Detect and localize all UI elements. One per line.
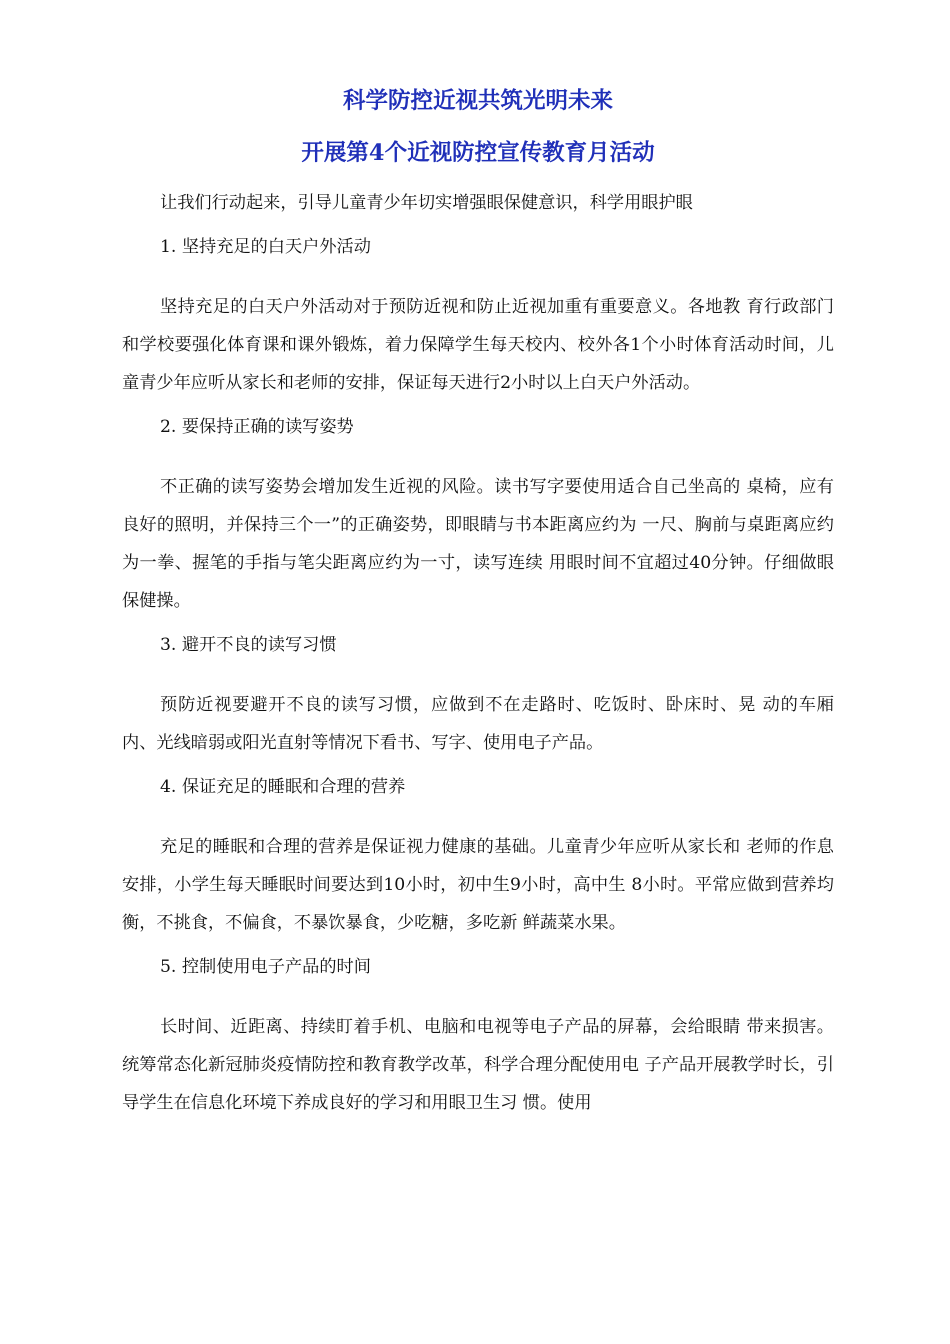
section-heading-2: 2. 要保持正确的读写姿势 xyxy=(160,417,354,437)
section-heading-1: 1. 坚持充足的白天户外活动 xyxy=(160,237,371,257)
section-heading-5: 5. 控制使用电子产品的时间 xyxy=(160,957,371,977)
document-content xyxy=(122,86,834,1128)
section-body-3: 预防近视要避开不良的读写习惯，应做到不在走路时、吃饭时、卧床时、晃 动的车厢内、光线暗弱或阳光直射等情况下看书、写字、使用电子产品。 xyxy=(122,695,834,753)
document-title: 科学防控近视共筑光明未来 xyxy=(342,88,613,114)
section-heading-3: 3. 避开不良的读写习惯 xyxy=(160,635,337,655)
section-body-2: 不正确的读写姿势会增加发生近视的风险。读书写字要使用适合自己坐高的 桌椅，应有良好的照明，并保持三个一”的正确姿势，即眼睛与书本距离应约为 一尺、胸前与桌距离应约为一拳、握笔的手指与笔尖距离应约为一寸，读写连续 用眼时间不宜超过40分钟。仔细做眼保健操。 xyxy=(122,477,834,611)
section-heading-4: 4. 保证充足的睡眠和合理的营养 xyxy=(160,777,406,797)
document-subtitle: 开展第4个近视防控宣传教育月活动 xyxy=(301,140,655,166)
intro-paragraph: 让我们行动起来，引导儿童青少年切实增强眼保健意识，科学用眼护眼 xyxy=(160,193,693,213)
section-body-4: 充足的睡眠和合理的营养是保证视力健康的基础。儿童青少年应听从家长和 老师的作息安排，小学生每天睡眠时间要达到10小时，初中生9小时，高中生 8小时。平常应做到营养均衡，不挑食，不偏食，不暴饮暴食，少吃糖，多吃新 鲜蔬菜水果。 xyxy=(122,837,834,933)
section-body-5: 长时间、近距离、持续盯着手机、电脑和电视等电子产品的屏幕，会给眼睛 带来损害。统筹常态化新冠肺炎疫情防控和教育教学改革，科学合理分配使用电 子产品开展教学时长，引导学生在信息化环境下养成良好的学习和用眼卫生习 惯。使用 xyxy=(122,1017,834,1113)
section-body-1: 坚持充足的白天户外活动对于预防近视和防止近视加重有重要意义。各地教 育行政部门和学校要强化体育课和课外锻炼，着力保障学生每天校内、校外各1个小时体育活动时间，儿童青少年应听从家长和老师的安排，保证每天进行2小时以上白天户外活动。 xyxy=(122,297,834,393)
